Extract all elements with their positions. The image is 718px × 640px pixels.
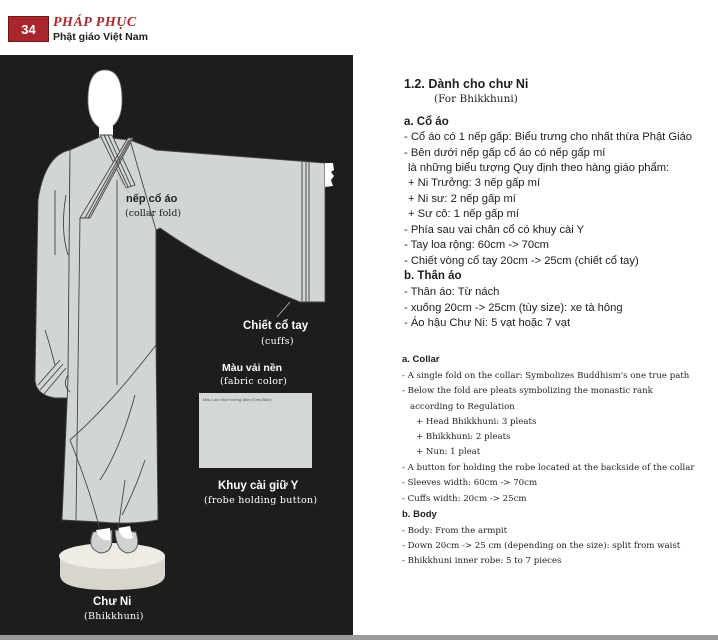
vi-collar-line: là những biểu tượng Quy định theo hàng giáo phẩm: [408, 162, 670, 174]
en-body-line: - Body: From the armpit [402, 526, 508, 536]
vi-collar-line: - Chiết vòng cổ tay 20cm -> 25cm (chiết cổ tay) [404, 255, 639, 267]
en-collar-line: - A button for holding the robe located at the backside of the collar [402, 463, 695, 473]
en-collar-line: according to Regulation [410, 402, 515, 412]
vi-body-line: - Thân áo: Từ nách [404, 286, 500, 298]
vi-collar-line: - Cổ áo có 1 nếp gấp: Biểu trưng cho nhất thừa Phật Giáo [404, 131, 693, 143]
en-body-line: - Down 20cm -> 25 cm (depending on the size): split from waist [402, 541, 681, 551]
button-label: Khuy cài giữ Y [218, 480, 299, 492]
cuffs-label-en: (cuffs) [261, 336, 294, 347]
en-collar-line: + Head Bhikkhuni: 3 pleats [416, 417, 537, 427]
en-collar-line: - Sleeves width: 60cm -> 70cm [402, 478, 538, 488]
hand [325, 163, 334, 187]
fabric-color-label: Màu vải nền [222, 362, 283, 374]
en-collar-heading: a. Collar [402, 354, 440, 365]
en-body-line: - Bhikkhuni inner robe: 5 to 7 pieces [402, 556, 562, 566]
vi-collar-line: + Ni Trưởng: 3 nếp gấp mí [408, 177, 541, 189]
page-bottom-rule [0, 635, 718, 640]
en-collar-line: - Cuffs width: 20cm -> 25cm [402, 494, 527, 504]
mannequin-head [88, 70, 122, 138]
en-collar-line: - Below the fold are pleats symbolizing the monastic rank [402, 386, 653, 396]
en-body-heading: b. Body [402, 509, 437, 520]
page-number-badge: 34 [8, 16, 49, 42]
figure-caption-en: (Bhikkhuni) [84, 611, 144, 622]
collar-fold-label-en: (collar fold) [125, 208, 182, 219]
vi-body-heading: b. Thân áo [404, 270, 462, 282]
en-collar-line: - A single fold on the collar: Symbolizes Buddhism's one true path [402, 371, 690, 381]
section-subtitle: (For Bhikkhuni) [434, 93, 518, 105]
vi-collar-line: + Ni sư: 2 nếp gấp mí [408, 193, 516, 205]
button-label-en: (frobe holding button) [204, 495, 318, 506]
fabric-color-label-en: (fabric color) [220, 376, 288, 387]
vi-body-line: - xuống 20cm -> 25cm (tùy size): xe tà hông [404, 302, 623, 314]
section-title: 1.2. Dành cho chư Ni [404, 77, 529, 91]
fabric-color-swatch [199, 393, 312, 468]
en-collar-line: + Nun: 1 pleat [416, 447, 481, 457]
en-collar-line: + Bhikkhuni: 2 pleats [416, 432, 511, 442]
vi-collar-line: - Tay loa rộng: 60cm -> 70cm [404, 239, 549, 251]
vi-collar-line: - Bên dưới nếp gấp cổ áo có nếp gấp mí [404, 147, 606, 159]
vi-collar-heading: a. Cổ áo [404, 116, 449, 128]
pedestal [59, 543, 165, 590]
figure-caption: Chư Ni [93, 596, 132, 608]
brand-subtitle: Phật giáo Việt Nam [53, 31, 148, 43]
brand-title: PHÁP PHỤC [53, 15, 137, 30]
robe-illustration [0, 55, 353, 635]
vi-collar-line: + Sư cô: 1 nếp gấp mí [408, 208, 520, 220]
vi-collar-line: - Phía sau vai chân cổ có khuy cài Y [404, 224, 585, 236]
collar-fold-label: nếp cổ áo [126, 193, 178, 205]
cuffs-label: Chiết cổ tay [243, 320, 309, 332]
page-header [0, 0, 718, 55]
vi-body-line: - Áo hậu Chư Ni: 5 vạt hoặc 7 vạt [404, 317, 571, 329]
swatch-label: Màu Lam khói hướng đậm (Grey Blue) [203, 397, 272, 402]
